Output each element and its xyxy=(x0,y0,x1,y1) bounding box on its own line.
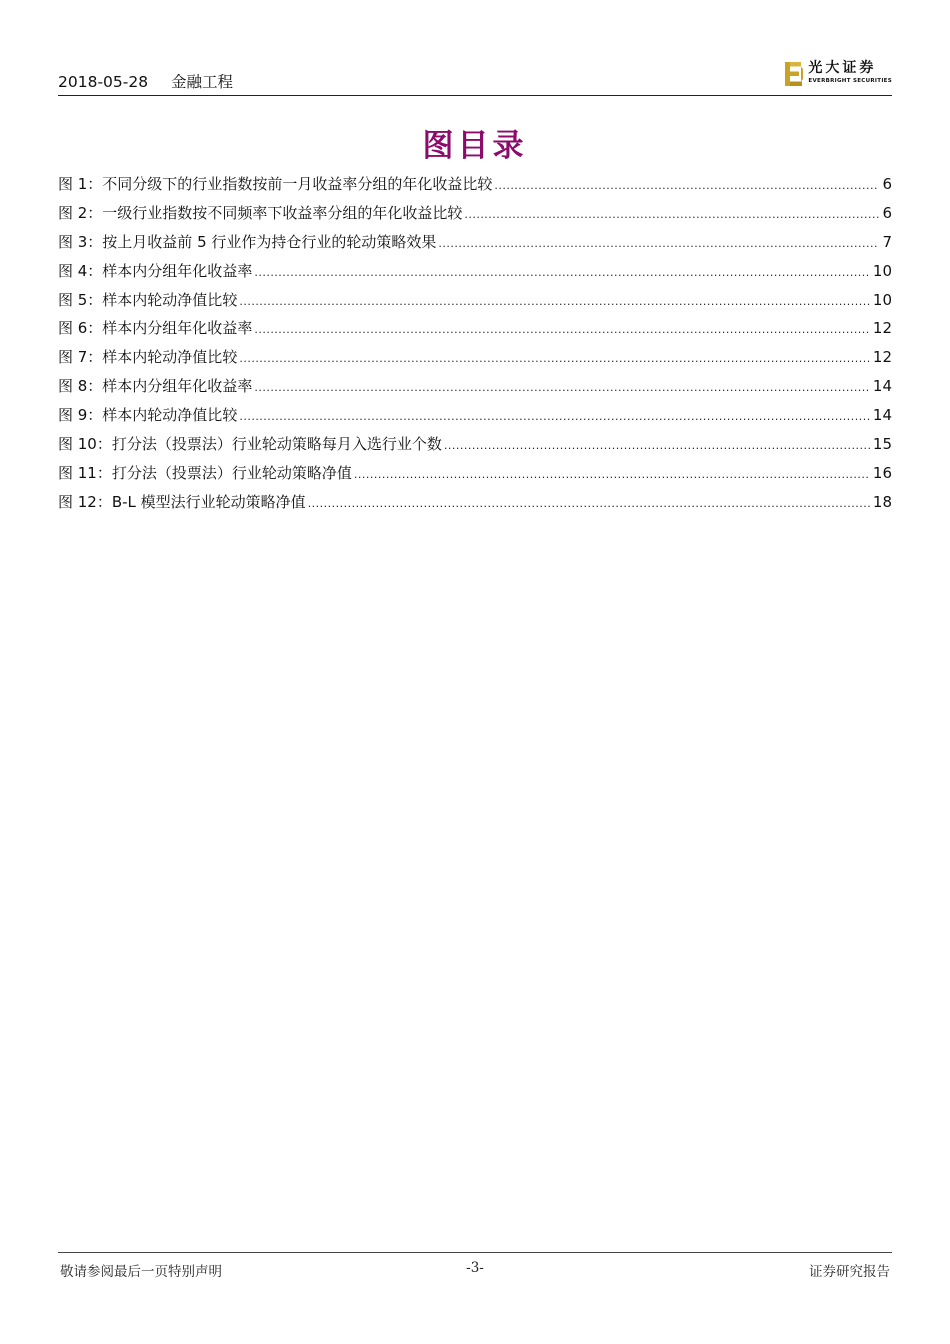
toc-entry-label[interactable]: 图 7：样本内轮动净值比较 xyxy=(58,348,238,367)
toc-dot-leader xyxy=(438,230,879,259)
page-header xyxy=(58,60,892,96)
toc-entry-page[interactable]: 14 xyxy=(872,377,892,396)
toc-entry-label[interactable]: 图 6：样本内分组年化收益率 xyxy=(58,319,253,338)
toc-dot-leader xyxy=(254,316,870,345)
toc-entry[interactable] xyxy=(58,459,892,488)
toc-entry-label[interactable]: 图 1：不同分级下的行业指数按前一月收益率分组的年化收益比较 xyxy=(58,175,493,193)
page-footer xyxy=(58,1252,892,1283)
toc-entry[interactable] xyxy=(58,372,892,401)
footer-disclaimer: 敬请参阅最后一页特别声明 xyxy=(60,1264,222,1280)
toc-entry[interactable] xyxy=(58,488,892,517)
toc-entry[interactable] xyxy=(58,401,892,430)
toc-dot-leader xyxy=(254,374,870,403)
toc-entry-label[interactable]: 图 8：样本内分组年化收益率 xyxy=(58,377,253,396)
report-section: 金融工程 xyxy=(171,73,234,91)
report-date: 2018-05-28 xyxy=(58,73,149,91)
figure-toc xyxy=(58,170,892,517)
toc-dot-leader xyxy=(464,201,879,230)
toc-entry-page[interactable]: 7 xyxy=(882,232,892,251)
toc-entry-page[interactable]: 12 xyxy=(872,319,892,338)
toc-entry-page[interactable]: 18 xyxy=(872,492,892,511)
toc-entry-page[interactable]: 16 xyxy=(872,463,892,482)
toc-entry-label[interactable]: 图 3：按上月收益前 5 行业作为持仓行业的轮动策略效果 xyxy=(58,232,437,251)
header-divider xyxy=(58,95,892,96)
toc-dot-leader xyxy=(239,345,870,374)
toc-entry-label[interactable]: 图 11：打分法（投票法）行业轮动策略净值 xyxy=(58,463,352,482)
toc-entry[interactable] xyxy=(58,343,892,372)
logo-name-en: EVERBRIGHT SECURITIES xyxy=(808,78,892,84)
toc-entry[interactable] xyxy=(58,199,892,228)
toc-entry[interactable] xyxy=(58,314,892,343)
company-logo xyxy=(785,60,892,90)
toc-entry-page[interactable]: 10 xyxy=(872,261,892,280)
toc-dot-leader xyxy=(494,172,879,201)
toc-dot-leader xyxy=(239,288,870,317)
toc-entry-label[interactable]: 图 5：样本内轮动净值比较 xyxy=(58,290,238,309)
toc-entry-label[interactable]: 图 4：样本内分组年化收益率 xyxy=(58,261,253,280)
toc-entry[interactable] xyxy=(58,170,892,199)
header-meta xyxy=(58,70,233,92)
page-title: 图目录 xyxy=(422,128,528,164)
toc-entry-label[interactable]: 图 9：样本内轮动净值比较 xyxy=(58,406,238,425)
toc-entry-page[interactable]: 15 xyxy=(872,435,892,454)
toc-entry-label[interactable]: 图 12：B-L 模型法行业轮动策略净值 xyxy=(58,492,306,511)
toc-dot-leader xyxy=(239,403,870,432)
toc-dot-leader xyxy=(254,259,870,288)
toc-entry[interactable] xyxy=(58,228,892,257)
toc-entry-page[interactable]: 12 xyxy=(872,348,892,367)
toc-entry-page[interactable]: 10 xyxy=(872,290,892,309)
toc-entry-label[interactable]: 图 2：一级行业指数按不同频率下收益率分组的年化收益比较 xyxy=(58,203,463,222)
toc-entry[interactable] xyxy=(58,286,892,315)
toc-entry[interactable] xyxy=(58,257,892,286)
toc-entry-label[interactable]: 图 10：打分法（投票法）行业轮动策略每月入选行业个数 xyxy=(58,435,442,454)
toc-entry-page[interactable]: 6 xyxy=(882,175,892,193)
footer-page-number: -3- xyxy=(466,1260,484,1276)
toc-entry-page[interactable]: 6 xyxy=(882,203,892,222)
toc-entry-page[interactable]: 14 xyxy=(872,406,892,425)
footer-report-type: 证券研究报告 xyxy=(809,1264,890,1280)
logo-name-cn: 光大证券 xyxy=(808,60,877,76)
toc-dot-leader xyxy=(444,432,870,461)
toc-entry[interactable] xyxy=(58,430,892,459)
toc-dot-leader xyxy=(354,461,870,490)
everbright-logo-icon xyxy=(785,62,803,86)
toc-dot-leader xyxy=(308,490,870,519)
